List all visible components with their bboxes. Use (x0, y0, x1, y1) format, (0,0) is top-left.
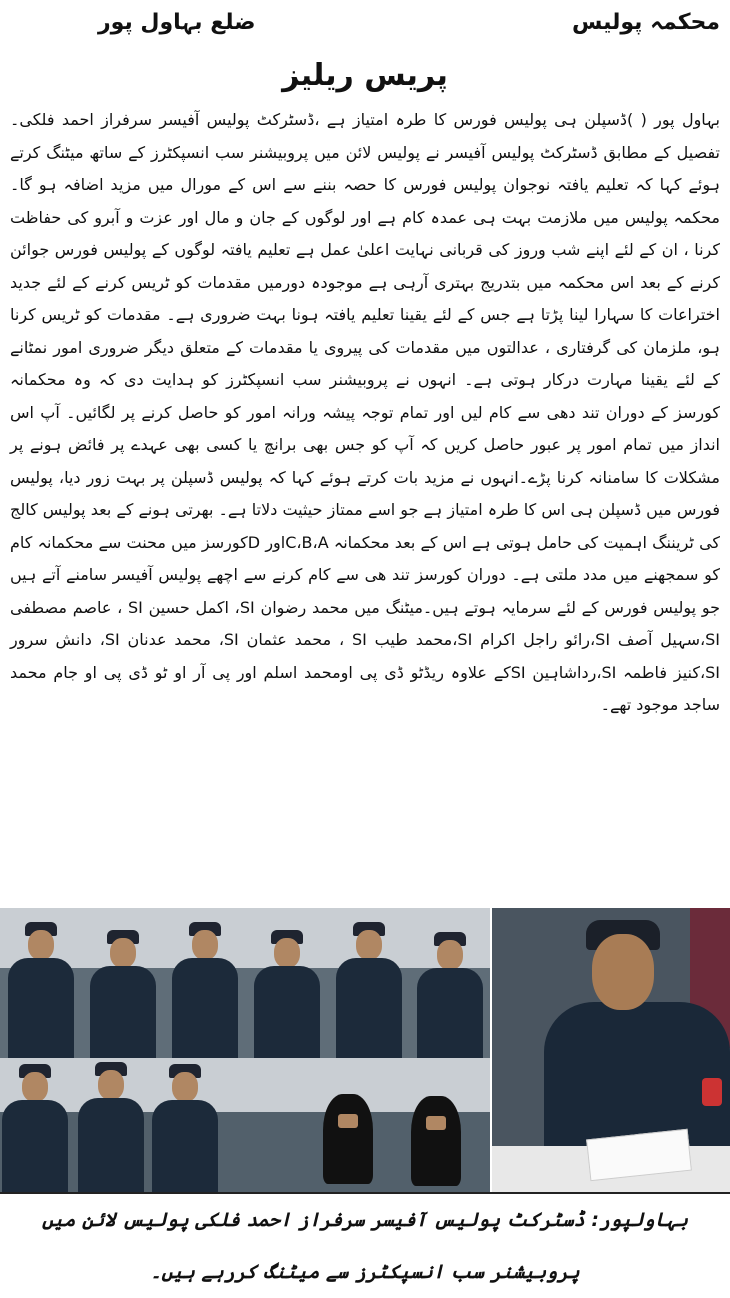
header (0, 0, 730, 58)
department-heading: محکمہ پولیس (572, 10, 720, 35)
officer-figure (0, 908, 82, 1058)
woman-officer-figure (308, 1058, 388, 1192)
district-heading: ضلع بہاول پور (98, 10, 256, 35)
officer-figure (246, 908, 328, 1058)
photo-officers-seated (0, 908, 490, 1058)
article-body (10, 104, 720, 722)
officer-figure (82, 908, 164, 1058)
woman-officer-figure (396, 1058, 476, 1192)
officer-figure (150, 1058, 220, 1192)
photo-trainees-seated (0, 1058, 490, 1192)
officer-figure (164, 908, 246, 1058)
officer-figure (410, 908, 490, 1058)
officer-figure (328, 908, 410, 1058)
shoulder-badge-icon (702, 1078, 722, 1106)
officer-figure (0, 1058, 70, 1192)
press-release-title: پریس ریلیز (282, 58, 448, 93)
article-paragraph: بہاول پور ( )ڈسپلن ہی پولیس فورس کا طرہ امتیاز ہے ،ڈسٹرکٹ پولیس آفیسر سرفراز احمد فلکی۔تفصیل کے مطابق ڈسٹرکٹ پولیس آفیسر نے پولیس لائن میں پروبیشنر سب انسپکٹرز کے ساتھ میٹنگ کرتے ہوئے کہا کہ تعلیم یافتہ نوجوان پولیس فورس کا حصہ بننے سے اس کے مورال میں مزید اضافہ ہو گا۔ محکمہ پولیس میں ملازمت بہت ہی عمدہ کام ہے اور لوگوں کے جان و مال اور عزت و آبرو کی حفاظت کرنا ، ان کے لئے اپنے شب وروز کی قربانی نہایت اعلیٰ عمل ہے تعلیم یافتہ لوگوں کے پولیس فورس جوائن کرنے کے بعد اس محکمہ میں بتدریج بہتری آرہی ہے موجودہ دورمیں مقدمات کو ٹریس کرنے کے لئے جدید اختراعات کا سہارا لینا پڑتا ہے جس کے لئے یقینا تعلیم یافتہ ہونا بہت ضروری ہے۔ مقدمات کو ٹریس کرنا ہو، ملزمان کی گرفتاری ، عدالتوں میں مقدمات کی پیروی یا مقدمات کے متعلق دیگر ضروری امور نمٹانے کے لئے یقینا مہارت درکار ہوتی ہے۔ انہوں نے پروبیشنر سب انسپکٹرز کو ہدایت دی کہ وہ محکمانہ کورسز کے دوران تند دھی سے کام لیں اور تمام توجہ پیشہ ورانہ امور کو حاصل کرنے پر لگائیں۔ آپ اس انداز میں تمام امور پر عبور حاصل کریں کہ آپ کو جس بھی برانچ یا کسی بھی عہدے پر فائض ہونے پر مشکلات کا سامنانہ کرنا پڑے۔انہوں نے مزید بات کرتے ہوئے کہا کہ پولیس ڈسپلن پر بہت زور دیا، پولیس فورس میں ڈسپلن ہی اس کا طرہ امتیاز ہے جو اسے ممتاز حیثیت دلاتا ہے۔ بھرتی ہونے کے بعد پولیس کالج کی ٹریننگ اہمیت کی حامل ہوتی ہے اس کے بعد محکمانہ C،B،Aاور Dکورسز میں محنت سے محکمانہ کام کو سمجھنے میں مدد ملتی ہے۔ دوران کورسز تند ھی سے کام کرنے سے اچھے پولیس آفیسر سامنے آتے ہیں جو پولیس فورس کے لئے سرمایہ ہوتے ہیں۔میٹنگ میں محمد رضوان SI، اکمل حسین SI ، عاصم مصطفی SI،سہیل آصف SI،رائو راجل اکرام SI،محمد طیب SI ، محمد عثمان SI، محمد عدنان SI، دانش سرور SI،کنیز فاطمہ SI،رداشاہین SIکے علاوہ ریڈٹو ڈی پی اومحمد اسلم اور پی آر او ٹو ڈی پی او جام محمد ساجد موجود تھے۔ (10, 110, 721, 714)
officer-figure (76, 1058, 146, 1192)
photo-collage (0, 908, 730, 1192)
photo-dpo-at-desk (492, 908, 730, 1192)
photo-caption: بہاولپور: ڈسٹرکٹ پولیس آفیسر سرفراز احمد فلکی پولیس لائن میں پروبیشنر سب انسپکٹرز سے میٹنگ کررہے ہیں۔ (0, 1192, 730, 1249)
